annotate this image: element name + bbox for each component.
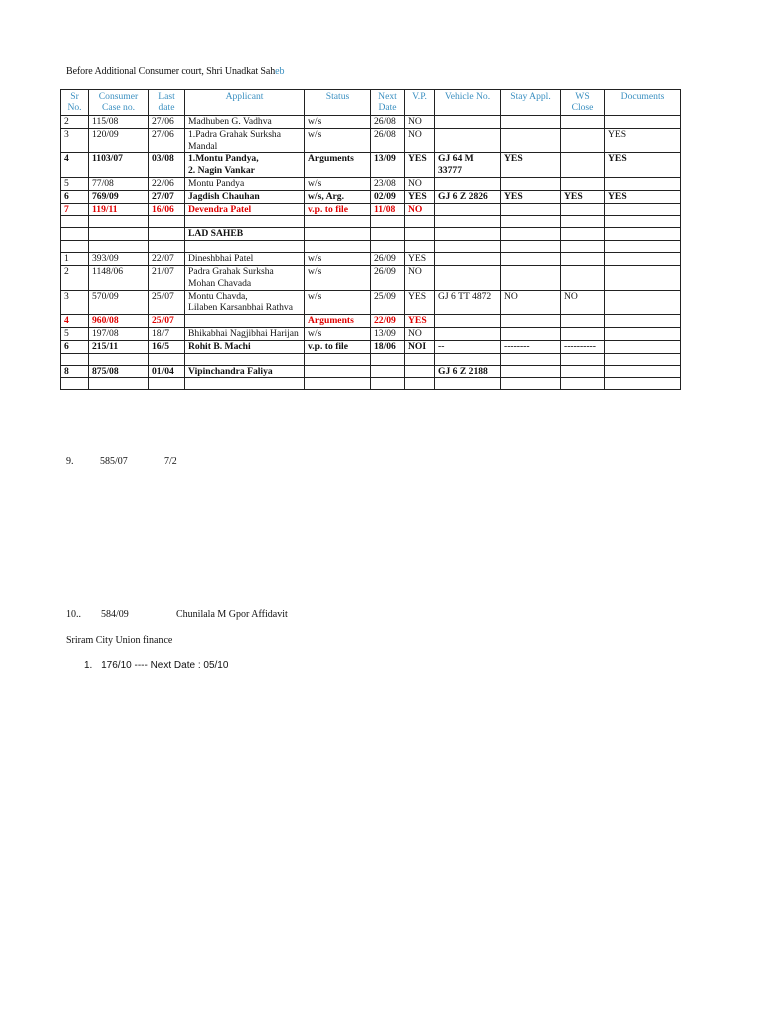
case-cell: 960/08 (89, 315, 149, 328)
sr-cell: 2 (61, 265, 89, 290)
col-header-next-date: Next Date (371, 90, 405, 116)
status-cell: w/s (305, 116, 371, 129)
item-9 (66, 456, 177, 467)
case-cell: 197/08 (89, 327, 149, 340)
ws-cell (561, 265, 605, 290)
last-date-cell: 21/07 (149, 265, 185, 290)
ws-cell (561, 128, 605, 153)
documents-cell (605, 177, 681, 190)
sriram-heading: Sriram City Union finance (66, 635, 173, 646)
table-row (61, 241, 681, 253)
documents-cell (605, 353, 681, 365)
heading-text: Before Additional Consumer court, Shri Unadkat Sah (66, 66, 276, 77)
vp-cell: YES (405, 253, 435, 266)
col-header-ws: WS Close (561, 90, 605, 116)
applicant-cell: Bhikabhai Nagjibhai Harijan (185, 327, 305, 340)
documents-cell (605, 253, 681, 266)
documents-cell (605, 216, 681, 228)
vp-cell: YES (405, 290, 435, 315)
sr-cell: 3 (61, 290, 89, 315)
next-date-cell (371, 228, 405, 241)
sr-cell: 8 (61, 365, 89, 378)
vp-cell: NO (405, 128, 435, 153)
vp-cell: NO (405, 203, 435, 216)
stay-cell: YES (501, 153, 561, 178)
last-date-cell: 25/07 (149, 315, 185, 328)
ws-cell (561, 177, 605, 190)
applicant-cell: Jagdish Chauhan (185, 190, 305, 203)
col-header-vehicle: Vehicle No. (435, 90, 501, 116)
ws-cell (561, 153, 605, 178)
sr-cell (61, 378, 89, 390)
applicant-cell: Montu Chavda, Lilaben Karsanbhai Rathva (185, 290, 305, 315)
last-date-cell: 27/07 (149, 190, 185, 203)
next-date-cell (371, 378, 405, 390)
list-item (84, 660, 228, 671)
status-cell: w/s (305, 177, 371, 190)
applicant-cell (185, 241, 305, 253)
applicant-cell: Padra Grahak Surksha Mohan Chavada (185, 265, 305, 290)
next-date-cell: 25/09 (371, 290, 405, 315)
table-row (61, 327, 681, 340)
vp-cell: YES (405, 153, 435, 178)
table-row (61, 153, 681, 178)
table-row (61, 228, 681, 241)
vehicle-cell (435, 128, 501, 153)
ws-cell (561, 253, 605, 266)
sr-cell: 6 (61, 340, 89, 353)
applicant-cell (185, 216, 305, 228)
ws-cell (561, 353, 605, 365)
last-date-cell: 16/06 (149, 203, 185, 216)
case-cell: 119/11 (89, 203, 149, 216)
status-cell (305, 378, 371, 390)
table-row (61, 128, 681, 153)
ws-cell (561, 228, 605, 241)
applicant-cell: 1.Montu Pandya, 2. Nagin Vankar (185, 153, 305, 178)
heading-accent: eb (275, 66, 285, 77)
last-date-cell: 16/5 (149, 340, 185, 353)
table-row (61, 253, 681, 266)
vp-cell (405, 365, 435, 378)
documents-cell (605, 378, 681, 390)
vp-cell (405, 241, 435, 253)
last-date-cell: 25/07 (149, 290, 185, 315)
stay-cell (501, 353, 561, 365)
status-cell: v.p. to file (305, 203, 371, 216)
applicant-cell: Devendra Patel (185, 203, 305, 216)
vp-cell: NO (405, 327, 435, 340)
ws-cell: YES (561, 190, 605, 203)
last-date-cell: 27/06 (149, 128, 185, 153)
item-9-date: 7/2 (164, 456, 177, 467)
sr-cell: 2 (61, 116, 89, 129)
table-row (61, 378, 681, 390)
status-cell: w/s, Arg. (305, 190, 371, 203)
vp-cell: NO (405, 177, 435, 190)
stay-cell (501, 216, 561, 228)
table-row (61, 340, 681, 353)
sr-cell: 3 (61, 128, 89, 153)
table-row (61, 315, 681, 328)
list-item-num: 1. (84, 660, 93, 671)
vehicle-cell: GJ 6 Z 2826 (435, 190, 501, 203)
last-date-cell (149, 228, 185, 241)
next-date-cell: 23/08 (371, 177, 405, 190)
documents-cell (605, 315, 681, 328)
documents-cell (605, 327, 681, 340)
documents-cell (605, 365, 681, 378)
vp-cell: NOI (405, 340, 435, 353)
case-cell (89, 216, 149, 228)
next-date-cell: 26/08 (371, 128, 405, 153)
ws-cell (561, 365, 605, 378)
col-header-stay: Stay Appl. (501, 90, 561, 116)
vehicle-cell (435, 116, 501, 129)
applicant-cell (185, 378, 305, 390)
documents-cell (605, 241, 681, 253)
case-cell: 215/11 (89, 340, 149, 353)
table-row (61, 365, 681, 378)
ws-cell (561, 315, 605, 328)
stay-cell: YES (501, 190, 561, 203)
stay-cell (501, 177, 561, 190)
case-cell (89, 353, 149, 365)
ws-cell (561, 241, 605, 253)
page-heading (66, 66, 284, 77)
table-row (61, 177, 681, 190)
vehicle-cell (435, 315, 501, 328)
vp-cell: YES (405, 315, 435, 328)
next-date-cell: 13/09 (371, 153, 405, 178)
status-cell: v.p. to file (305, 340, 371, 353)
next-date-cell: 26/09 (371, 253, 405, 266)
next-date-cell (371, 365, 405, 378)
stay-cell: NO (501, 290, 561, 315)
next-date-cell: 26/08 (371, 116, 405, 129)
case-cell: 115/08 (89, 116, 149, 129)
applicant-cell: 1.Padra Grahak Surksha Mandal (185, 128, 305, 153)
applicant-cell: Montu Pandya (185, 177, 305, 190)
stay-cell (501, 315, 561, 328)
stay-cell (501, 128, 561, 153)
last-date-cell (149, 378, 185, 390)
next-date-cell: 22/09 (371, 315, 405, 328)
status-cell (305, 353, 371, 365)
vp-cell: YES (405, 190, 435, 203)
last-date-cell: 22/07 (149, 253, 185, 266)
next-date-cell: 13/09 (371, 327, 405, 340)
vehicle-cell (435, 177, 501, 190)
vehicle-cell (435, 241, 501, 253)
status-cell: w/s (305, 265, 371, 290)
stay-cell (501, 203, 561, 216)
stay-cell (501, 116, 561, 129)
vp-cell: NO (405, 265, 435, 290)
table-row (61, 216, 681, 228)
item-9-num: 9. (66, 456, 74, 467)
item-10-case: 584/09 (101, 609, 129, 620)
applicant-cell: LAD SAHEB (185, 228, 305, 241)
last-date-cell: 22/06 (149, 177, 185, 190)
sr-cell: 4 (61, 153, 89, 178)
table-row (61, 203, 681, 216)
item-10-text: Chunilala M Gpor Affidavit (176, 609, 288, 620)
case-cell: 120/09 (89, 128, 149, 153)
applicant-cell (185, 353, 305, 365)
applicant-cell: Rohit B. Machi (185, 340, 305, 353)
item-10 (66, 609, 366, 620)
col-header-case: Consumer Case no. (89, 90, 149, 116)
status-cell: w/s (305, 128, 371, 153)
col-header-last-date: Last date (149, 90, 185, 116)
vp-cell (405, 353, 435, 365)
last-date-cell: 18/7 (149, 327, 185, 340)
last-date-cell (149, 241, 185, 253)
case-cell: 77/08 (89, 177, 149, 190)
ws-cell: ---------- (561, 340, 605, 353)
last-date-cell (149, 353, 185, 365)
status-cell (305, 216, 371, 228)
status-cell (305, 241, 371, 253)
last-date-cell: 03/08 (149, 153, 185, 178)
case-cell: 769/09 (89, 190, 149, 203)
status-cell: w/s (305, 290, 371, 315)
case-cell: 1103/07 (89, 153, 149, 178)
col-header-status: Status (305, 90, 371, 116)
sr-cell: 5 (61, 177, 89, 190)
next-date-cell (371, 241, 405, 253)
stay-cell (501, 253, 561, 266)
col-header-applicant: Applicant (185, 90, 305, 116)
last-date-cell: 27/06 (149, 116, 185, 129)
case-cell: 393/09 (89, 253, 149, 266)
next-date-cell: 11/08 (371, 203, 405, 216)
status-cell: w/s (305, 253, 371, 266)
stay-cell (501, 327, 561, 340)
applicant-cell: Vipinchandra Faliya (185, 365, 305, 378)
vp-cell (405, 378, 435, 390)
sr-cell: 5 (61, 327, 89, 340)
stay-cell (501, 241, 561, 253)
documents-cell (605, 203, 681, 216)
vehicle-cell (435, 378, 501, 390)
status-cell (305, 228, 371, 241)
col-header-vp: V.P. (405, 90, 435, 116)
next-date-cell (371, 353, 405, 365)
case-cell: 570/09 (89, 290, 149, 315)
sr-cell: 4 (61, 315, 89, 328)
sr-cell: 6 (61, 190, 89, 203)
next-date-cell (371, 216, 405, 228)
documents-cell (605, 116, 681, 129)
next-date-cell: 18/06 (371, 340, 405, 353)
last-date-cell: 01/04 (149, 365, 185, 378)
cases-table (60, 89, 681, 390)
stay-cell (501, 228, 561, 241)
documents-cell (605, 340, 681, 353)
applicant-cell (185, 315, 305, 328)
sr-cell (61, 241, 89, 253)
stay-cell (501, 265, 561, 290)
table-header-row (61, 90, 681, 116)
status-cell: w/s (305, 327, 371, 340)
stay-cell (501, 378, 561, 390)
vehicle-cell (435, 265, 501, 290)
vehicle-cell: GJ 6 Z 2188 (435, 365, 501, 378)
vehicle-cell (435, 253, 501, 266)
sr-cell: 7 (61, 203, 89, 216)
list-item-text: 176/10 ---- Next Date : 05/10 (101, 660, 229, 671)
documents-cell (605, 290, 681, 315)
next-date-cell: 02/09 (371, 190, 405, 203)
vp-cell (405, 216, 435, 228)
last-date-cell (149, 216, 185, 228)
case-cell (89, 241, 149, 253)
status-cell: Arguments (305, 315, 371, 328)
sr-cell: 1 (61, 253, 89, 266)
documents-cell (605, 228, 681, 241)
vehicle-cell (435, 228, 501, 241)
ws-cell (561, 378, 605, 390)
status-cell (305, 365, 371, 378)
table-row (61, 190, 681, 203)
table-row (61, 290, 681, 315)
case-cell (89, 228, 149, 241)
item-10-num: 10.. (66, 609, 81, 620)
ws-cell (561, 327, 605, 340)
table-row (61, 353, 681, 365)
documents-cell (605, 265, 681, 290)
case-cell: 875/08 (89, 365, 149, 378)
documents-cell: YES (605, 128, 681, 153)
vehicle-cell (435, 203, 501, 216)
vehicle-cell (435, 216, 501, 228)
vehicle-cell (435, 327, 501, 340)
case-cell (89, 378, 149, 390)
documents-cell: YES (605, 153, 681, 178)
vehicle-cell: GJ 64 M 33777 (435, 153, 501, 178)
sr-cell (61, 353, 89, 365)
sr-cell (61, 216, 89, 228)
table-row (61, 265, 681, 290)
case-cell: 1148/06 (89, 265, 149, 290)
ws-cell (561, 116, 605, 129)
vehicle-cell: -- (435, 340, 501, 353)
vehicle-cell (435, 353, 501, 365)
applicant-cell: Dineshbhai Patel (185, 253, 305, 266)
vp-cell (405, 228, 435, 241)
item-9-case: 585/07 (100, 456, 128, 467)
ws-cell (561, 203, 605, 216)
table-row (61, 116, 681, 129)
ws-cell (561, 216, 605, 228)
ws-cell: NO (561, 290, 605, 315)
sr-cell (61, 228, 89, 241)
vp-cell: NO (405, 116, 435, 129)
applicant-cell: Madhuben G. Vadhva (185, 116, 305, 129)
col-header-documents: Documents (605, 90, 681, 116)
col-header-sr: Sr No. (61, 90, 89, 116)
stay-cell: -------- (501, 340, 561, 353)
documents-cell: YES (605, 190, 681, 203)
status-cell: Arguments (305, 153, 371, 178)
vehicle-cell: GJ 6 TT 4872 (435, 290, 501, 315)
stay-cell (501, 365, 561, 378)
next-date-cell: 26/09 (371, 265, 405, 290)
